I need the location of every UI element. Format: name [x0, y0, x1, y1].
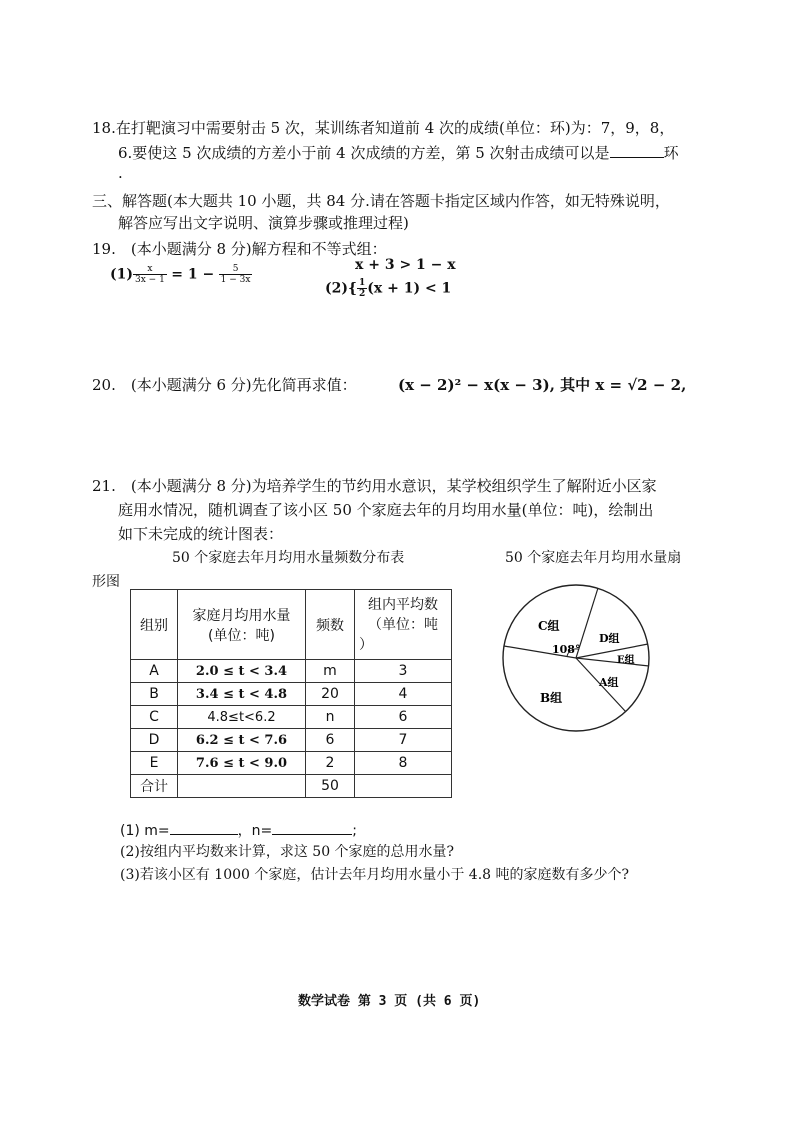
cell-freq: n — [306, 706, 355, 729]
section3-line1: 三、解答题(本大题共 10 小题，共 84 分.请在答题卡指定区域内作答，如无特殊说明， — [92, 192, 670, 210]
frequency-table-wrapper — [130, 589, 452, 798]
q19-ineq-line2: (x + 1) < 1 — [367, 280, 452, 297]
total-value: 50 — [306, 775, 355, 798]
q19-frac1-num: x — [133, 264, 167, 275]
table-row — [131, 729, 452, 752]
q18-unit: 环 — [663, 144, 679, 162]
q19-intro: 19. (本小题满分 8 分)解方程和不等式组： — [92, 240, 387, 258]
pie-label-a: A组 — [599, 676, 619, 689]
q19-frac2-den: 1 − 3x — [220, 275, 251, 285]
cell-group: E — [131, 752, 178, 775]
header-freq: 频数 — [306, 590, 355, 660]
table-row — [131, 752, 452, 775]
cell-avg: 6 — [355, 706, 452, 729]
q18-line1: 18.在打靶演习中需要射击 5 次，某训练者知道前 4 次的成绩(单位：环)为：7，9，8， — [92, 119, 675, 137]
q19-frac1-den: 3x − 1 — [135, 275, 165, 285]
q19-equation — [110, 264, 252, 285]
cell-range: 6.2 ≤ t < 7.6 — [178, 729, 306, 752]
cell-freq: m — [306, 660, 355, 683]
pie-label-angle: 108° — [552, 643, 581, 656]
cell-range: 2.0 ≤ t < 3.4 — [178, 660, 306, 683]
cell-freq: 6 — [306, 729, 355, 752]
pie-label-e: E组 — [617, 655, 635, 666]
header-avg-line1: 组内平均数 — [368, 596, 438, 613]
cell-group: D — [131, 729, 178, 752]
frequency-table — [130, 589, 452, 798]
q21-line2: 庭用水情况，随机调查了该小区 50 个家庭去年的月均用水量(单位：吨)，绘制出 — [118, 501, 654, 519]
q19-frac1 — [133, 264, 167, 285]
header-avg-line2: （单位：吨 — [368, 616, 438, 633]
pie-label-d: D组 — [599, 632, 620, 645]
q19-half-num: 1 — [359, 278, 366, 288]
table-row — [131, 706, 452, 729]
cell-freq: 2 — [306, 752, 355, 775]
header-group: 组别 — [131, 590, 178, 660]
cell-freq: 20 — [306, 683, 355, 706]
q19-frac2-num: 5 — [219, 264, 253, 275]
table-row — [131, 683, 452, 706]
section3-line2: 解答应写出文字说明、演算步骤或推理过程) — [118, 214, 409, 232]
pie-label-b: B组 — [540, 691, 563, 705]
q19-ineq-system — [325, 278, 451, 299]
cell-avg: 8 — [355, 752, 452, 775]
q18-line2 — [118, 141, 679, 164]
cell-avg: 3 — [355, 660, 452, 683]
header-avg — [355, 590, 452, 660]
total-avg-empty — [355, 775, 452, 798]
cell-group: A — [131, 660, 178, 683]
cell-group: B — [131, 683, 178, 706]
header-avg-line3: ） — [359, 636, 373, 653]
q21-sub1 — [120, 818, 357, 842]
q18-dot: . — [118, 164, 123, 182]
pie-chart — [500, 582, 660, 742]
sub1-end: ; — [352, 823, 357, 839]
table-title: 50 个家庭去年月均用水量频数分布表 — [172, 550, 405, 566]
pie-title-line1: 50 个家庭去年月均用水量扇 — [505, 550, 682, 566]
pie-title-line2: 形图 — [92, 574, 120, 590]
q20-intro: 20. (本小题满分 6 分)先化简再求值： — [92, 376, 357, 394]
page-footer: 数学试卷 第 3 页 (共 6 页) — [298, 994, 481, 1009]
cell-range: 7.6 ≤ t < 9.0 — [178, 752, 306, 775]
pie-label-c: C组 — [538, 619, 560, 633]
q19-p1-mid: = 1 − — [171, 266, 215, 283]
q21-line1: 21. (本小题满分 8 分)为培养学生的节约用水意识，某学校组织学生了解附近小区家 — [92, 477, 657, 495]
table-row — [131, 660, 452, 683]
cell-avg: 7 — [355, 729, 452, 752]
table-total-row — [131, 775, 452, 798]
header-range-line2: (单位：吨) — [208, 627, 275, 644]
cell-group: C — [131, 706, 178, 729]
n-answer-blank — [272, 818, 352, 835]
cell-avg: 4 — [355, 683, 452, 706]
q19-p2-label: (2){ — [325, 280, 357, 297]
total-range-empty — [178, 775, 306, 798]
m-answer-blank — [170, 818, 238, 835]
q19-p1-label: (1) — [110, 266, 133, 283]
q21-sub3: (3)若该小区有 1000 个家庭，估计去年月均用水量小于 4.8 吨的家庭数有多少个? — [120, 867, 630, 883]
sub1-n-label: ，n= — [237, 823, 273, 839]
q20-expression: (x − 2)² − x(x − 3), 其中 x = √2 − 2, — [398, 376, 687, 394]
q19-frac2 — [219, 264, 253, 285]
header-range — [178, 590, 306, 660]
q18-line2-text: 6.要使这 5 次成绩的方差小于前 4 次成绩的方差，第 5 次射击成绩可以是 — [118, 144, 610, 162]
q21-line3: 如下未完成的统计图表： — [118, 525, 284, 543]
header-range-line1: 家庭月均用水量 — [192, 607, 291, 624]
q19-half — [357, 278, 367, 299]
q21-sub2: (2)按组内平均数来计算，求这 50 个家庭的总用水量? — [120, 844, 455, 860]
table-header-row — [131, 590, 452, 660]
q19-ineq-line1: x + 3 > 1 − x — [355, 257, 456, 273]
total-label: 合计 — [131, 775, 178, 798]
q19-half-den: 2 — [359, 289, 366, 299]
cell-range: 4.8≤t<6.2 — [178, 706, 306, 729]
q18-answer-blank — [610, 141, 664, 158]
cell-range: 3.4 ≤ t < 4.8 — [178, 683, 306, 706]
sub1-m-label: (1) m= — [120, 823, 170, 839]
